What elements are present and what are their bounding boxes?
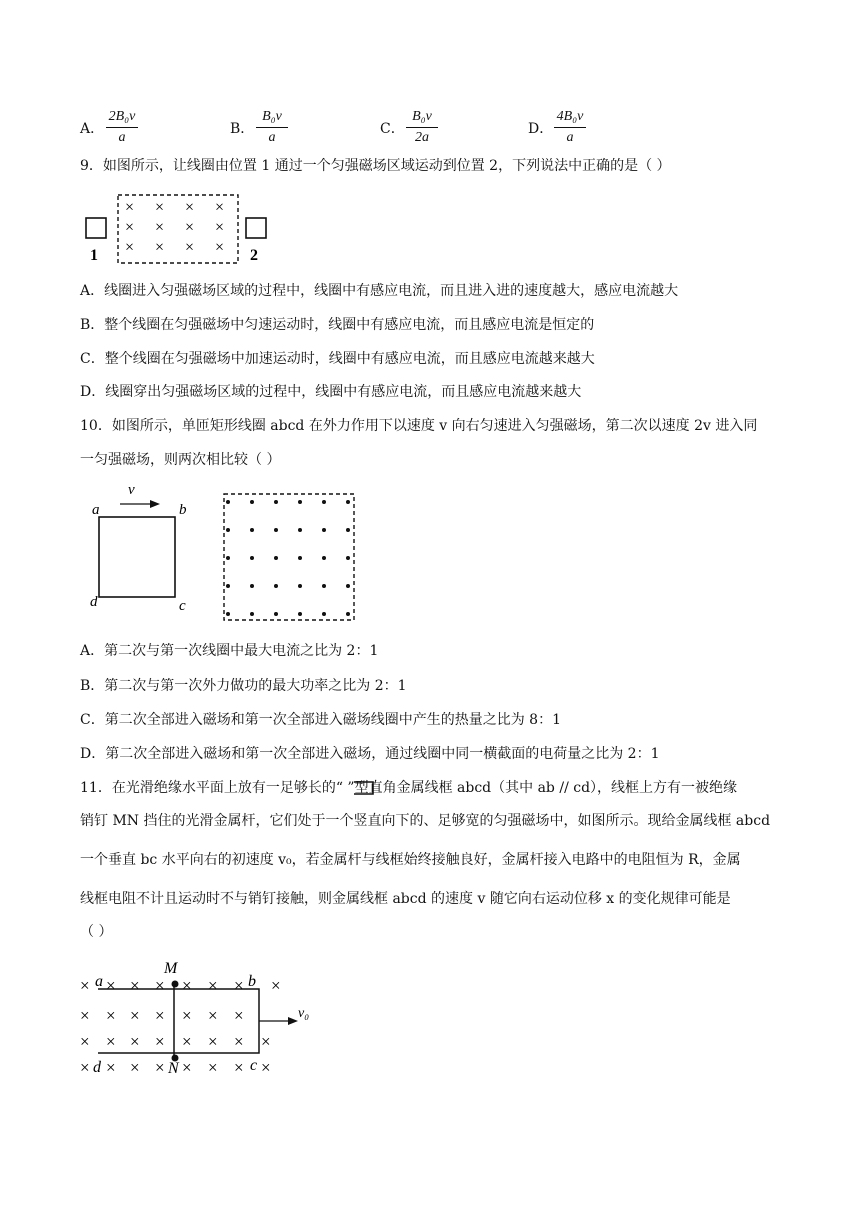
- q10-option-a: A．第二次与第一次线圈中最大电流之比为 2：1: [80, 643, 379, 659]
- q9-option-d: D．线圈穿出匀强磁场区域的过程中，线圈中有感应电流，而且感应电流越来越大: [80, 384, 582, 400]
- corner-c: c: [250, 1057, 258, 1074]
- field-dot: [226, 612, 230, 616]
- field-cross: ×: [80, 1032, 90, 1051]
- option-label: A．: [80, 121, 105, 137]
- corner-d: d: [93, 1059, 101, 1075]
- field-cross: ×: [80, 976, 90, 995]
- field-dot: [250, 556, 254, 560]
- bracket-frame-icon: [352, 780, 376, 796]
- field-dot: [274, 528, 278, 532]
- field-dot: [298, 556, 302, 560]
- field-cross: ×: [261, 1032, 271, 1051]
- corner-a: a: [92, 502, 100, 518]
- field-cross: ×: [106, 1006, 116, 1025]
- coil-position-1: [86, 218, 106, 238]
- fraction: 2B₀v a: [102, 108, 142, 147]
- field-dot: [274, 500, 278, 504]
- field-cross: ×: [130, 976, 140, 995]
- field-cross: ×: [271, 976, 281, 995]
- q11-line-4: 线框电阻不计且运动时不与销钉接触，则金属线框 abcd 的速度 v 随它向右运动位移 x 的变化规律可能是: [80, 891, 731, 907]
- q9-option-a: A．线圈进入匀强磁场区域的过程中，线圈中有感应电流，而且进入进的速度越大，感应电流越大: [80, 283, 679, 299]
- pin-m: [172, 981, 179, 988]
- field-cross: ×: [234, 976, 244, 995]
- corner-a: a: [95, 973, 103, 990]
- field-cross: ×: [185, 199, 195, 216]
- field-cross: ×: [130, 1058, 140, 1075]
- field-cross: ×: [155, 1058, 165, 1075]
- corner-c: c: [179, 598, 186, 614]
- field-cross: ×: [234, 1032, 244, 1051]
- field-dot: [274, 612, 278, 616]
- field-dot: [250, 528, 254, 532]
- field-cross: ×: [106, 1032, 116, 1051]
- field-cross: ×: [130, 1006, 140, 1025]
- q11-line-1: 11．在光滑绝缘水平面上放有一足够长的“ ”型直角金属线框 abcd（其中 ab // cd），线框上方有一被绝缘: [80, 780, 738, 796]
- q11-line-5: （ ）: [80, 924, 113, 940]
- field-cross: ×: [155, 1006, 165, 1025]
- field-dot: [298, 584, 302, 588]
- q10-stem-line2: 一匀强磁场，则两次相比较（ ）: [80, 452, 281, 468]
- field-cross: ×: [125, 239, 135, 256]
- velocity-arrowhead: [150, 500, 160, 508]
- fraction: 4B₀v a: [550, 108, 590, 147]
- field-dot: [322, 528, 326, 532]
- field-dot: [250, 612, 254, 616]
- field-dot: [346, 556, 350, 560]
- field-cross: ×: [155, 239, 165, 256]
- field-cross: ×: [182, 1006, 192, 1025]
- option-label: C．: [380, 121, 405, 137]
- field-dot: [346, 584, 350, 588]
- magnetic-field-region: [224, 494, 354, 620]
- field-cross: ×: [261, 1058, 271, 1075]
- velocity-label: v₀: [298, 1006, 310, 1021]
- field-dot: [298, 528, 302, 532]
- pin-n-label: N: [168, 1060, 179, 1075]
- option-label: D．: [528, 121, 554, 137]
- q9-option-c: C．整个线圈在匀强磁场中加速运动时，线圈中有感应电流，而且感应电流越来越大: [80, 351, 595, 367]
- pin-m-label: M: [164, 960, 178, 977]
- q10-stem-line1: 10．如图所示，单匝矩形线圈 abcd 在外力作用下以速度 v 向右匀速进入匀强磁场，第二次以速度 2v 进入同: [80, 418, 758, 434]
- field-dot: [226, 556, 230, 560]
- field-dot: [250, 584, 254, 588]
- field-cross: ×: [106, 976, 116, 995]
- field-cross: ×: [185, 219, 195, 236]
- field-cross: ×: [155, 976, 165, 995]
- field-cross: ×: [155, 219, 165, 236]
- field-dot: [274, 556, 278, 560]
- field-cross: ×: [185, 239, 195, 256]
- field-cross: ×: [182, 1058, 192, 1075]
- field-cross: ×: [215, 239, 225, 256]
- field-cross: ×: [208, 1032, 218, 1051]
- position-2-label: 2: [250, 247, 258, 264]
- field-dot: [322, 556, 326, 560]
- field-dot: [346, 612, 350, 616]
- q9-option-b: B．整个线圈在匀强磁场中匀速运动时，线圈中有感应电流，而且感应电流是恒定的: [80, 317, 595, 333]
- coil-position-2: [246, 218, 266, 238]
- fraction: B₀v a: [252, 108, 292, 147]
- field-cross: ×: [106, 1058, 116, 1075]
- field-dot: [226, 584, 230, 588]
- corner-b: b: [248, 973, 256, 990]
- field-cross: ×: [208, 1058, 218, 1075]
- field-cross: ×: [215, 199, 225, 216]
- field-cross: ×: [155, 1032, 165, 1051]
- field-dot: [322, 612, 326, 616]
- position-1-label: 1: [90, 247, 98, 264]
- field-dot: [346, 528, 350, 532]
- field-cross: ×: [80, 1006, 90, 1025]
- field-cross: ×: [208, 976, 218, 995]
- field-dot: [346, 500, 350, 504]
- field-dot: [226, 528, 230, 532]
- field-cross: ×: [130, 1032, 140, 1051]
- q11-line-2: 销钉 MN 挡住的光滑金属杆，它们处于一个竖直向下的、足够宽的匀强磁场中，如图所示。现给金属线框 abcd: [80, 813, 771, 829]
- field-cross: ×: [182, 976, 192, 995]
- q11-line-3: 一个垂直 bc 水平向右的初速度 v₀，若金属杆与线框始终接触良好，金属杆接入电路中的电阻恒为 R，金属: [80, 852, 741, 868]
- field-dot: [298, 612, 302, 616]
- option-label: B．: [230, 121, 255, 137]
- velocity-arrowhead: [288, 1017, 298, 1025]
- field-dot-marks: [226, 500, 350, 616]
- field-cross-marks: [125, 199, 224, 256]
- fraction: B₀v 2a: [402, 108, 442, 147]
- q10-option-c: C．第二次全部进入磁场和第一次全部进入磁场线圈中产生的热量之比为 8：1: [80, 712, 561, 728]
- corner-d: d: [90, 594, 98, 610]
- field-dot: [226, 500, 230, 504]
- q10-option-b: B．第二次与第一次外力做功的最大功率之比为 2：1: [80, 678, 407, 694]
- field-dot: [322, 584, 326, 588]
- field-cross: ×: [182, 1032, 192, 1051]
- field-cross: ×: [234, 1058, 244, 1075]
- field-dot: [274, 584, 278, 588]
- q10-figure: [82, 478, 372, 624]
- field-cross: ×: [208, 1006, 218, 1025]
- corner-b: b: [179, 502, 187, 518]
- field-cross: ×: [125, 199, 135, 216]
- field-dot: [250, 500, 254, 504]
- field-cross: ×: [234, 1006, 244, 1025]
- field-dot: [298, 500, 302, 504]
- velocity-label: v: [128, 482, 135, 498]
- field-dot: [322, 500, 326, 504]
- field-cross: ×: [80, 1058, 90, 1075]
- field-cross: ×: [215, 219, 225, 236]
- q9-figure: [80, 190, 280, 266]
- q10-option-d: D．第二次全部进入磁场和第一次全部进入磁场，通过线圈中同一横截面的电荷量之比为 2：1: [80, 746, 660, 762]
- q11-figure: [78, 955, 318, 1075]
- field-cross: ×: [125, 219, 135, 236]
- field-cross: ×: [155, 199, 165, 216]
- rectangular-coil: [99, 517, 175, 597]
- q9-stem: 9．如图所示，让线圈由位置 1 通过一个匀强磁场区域运动到位置 2，下列说法中正确的是（ ）: [80, 158, 671, 174]
